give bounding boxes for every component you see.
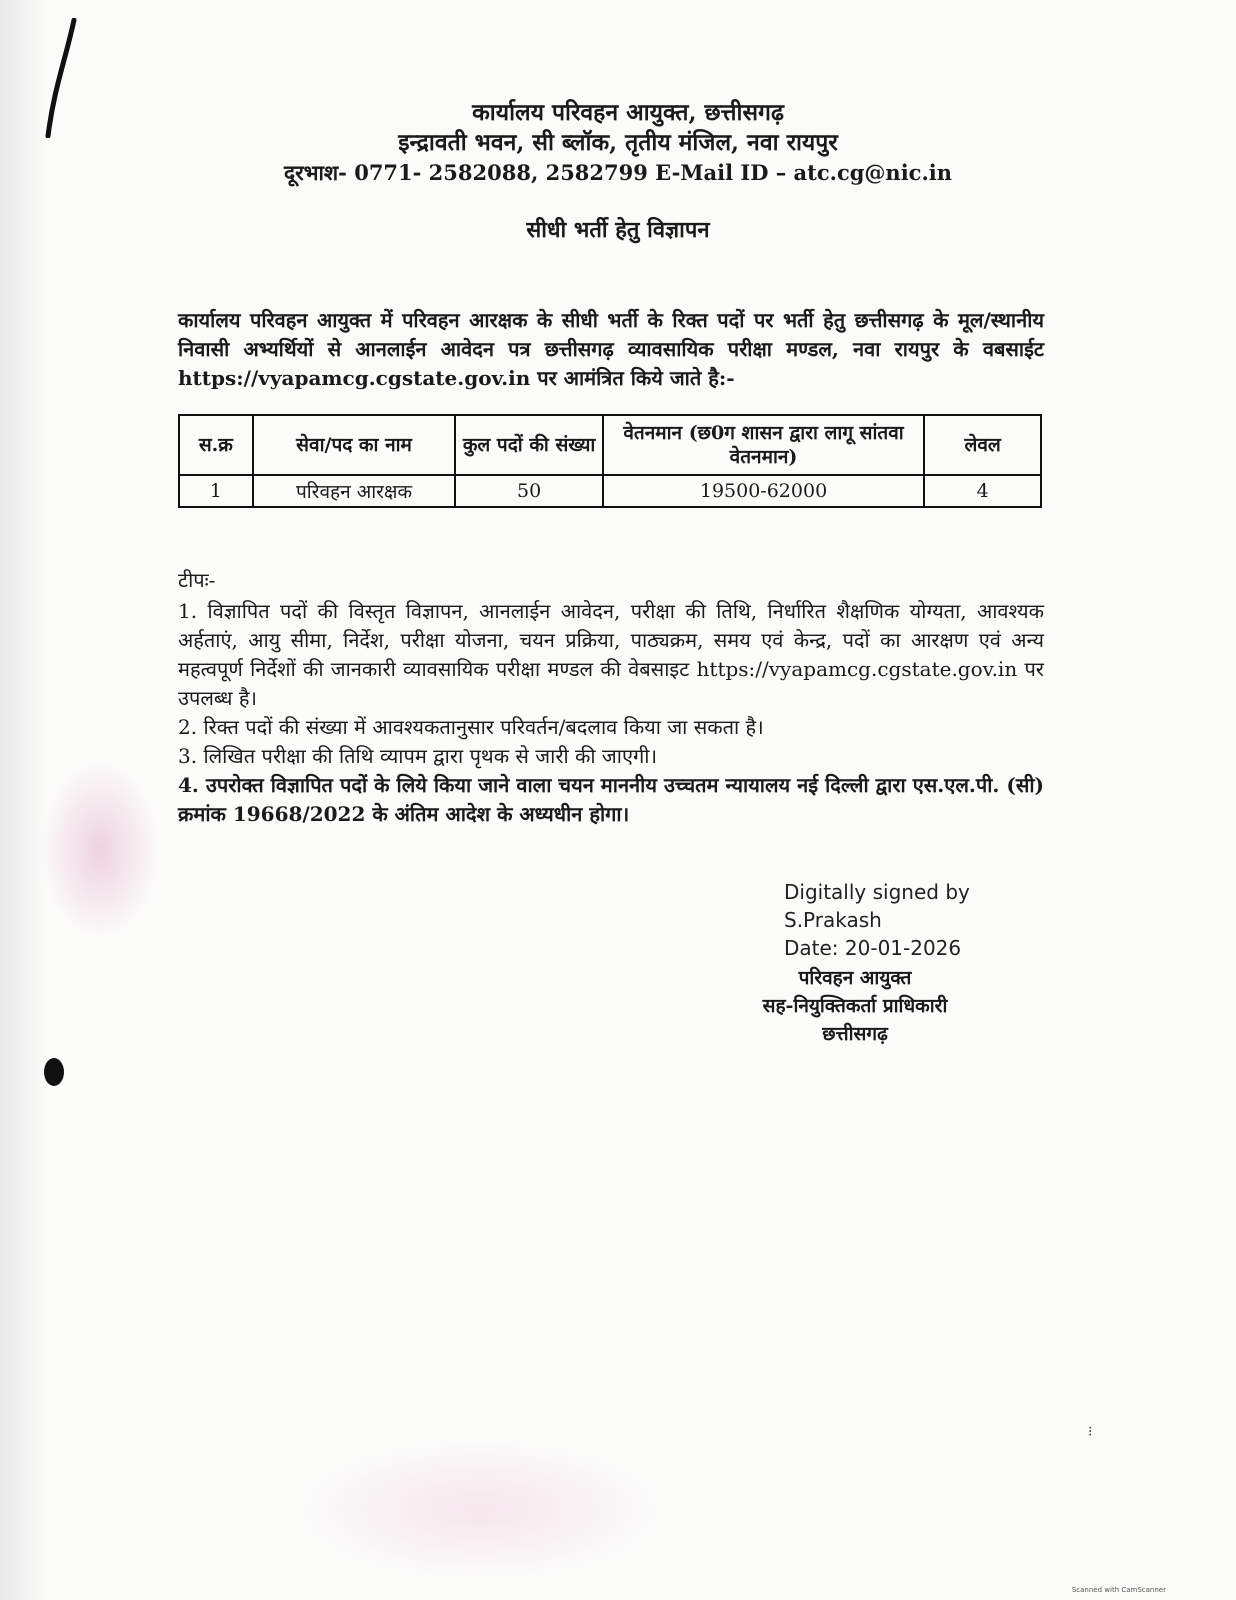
note-item: 1. विज्ञापित पदों की विस्तृत विज्ञापन, आनलाईन आवेदन, परीक्षा की तिथि, निर्धारित शैक्षणिक योग्यता, आवश्यक अर्हताएं, आयु सीमा, निर्देश, परीक्षा योजना, चयन प्रक्रिया, पाठ्यक्रम, समय एवं केन्द्र, पदों का आरक्षण एवं अन्य महत्वपूर्ण निर्देशों की जानकारी व्यावसायिक परीक्षा मण्डल की वेबसाइट https://vyapamcg.cgstate.gov.in पर उपलब्ध है। <box>178 599 1044 710</box>
table-row <box>179 475 1041 507</box>
cell-post-count: 50 <box>455 475 602 507</box>
signing-authority <box>700 964 1010 1048</box>
authority-title: परिवहन आयुक्त <box>798 967 912 989</box>
signature-date: Date: 20-01-2026 <box>784 936 962 960</box>
digital-signature <box>784 878 970 962</box>
stain-mark <box>300 1440 660 1580</box>
header-pay-scale: वेतनमान (छ0ग शासन द्वारा लागू सांतवा वेतनमान) <box>603 415 924 475</box>
note-item: 4. उपरोक्त विज्ञापित पदों के लिये किया जाने वाला चयन माननीय उच्चतम न्यायालय नई दिल्ली द्वारा एस.एल.पी. (सी) क्रमांक 19668/2022 के अंतिम आदेश के अध्यधीन होगा। <box>178 773 1044 826</box>
cell-post-name: परिवहन आरक्षक <box>253 475 456 507</box>
office-address: इन्द्रावती भवन, सी ब्लॉक, तृतीय मंजिल, नवा रायपुर <box>398 129 838 156</box>
authority-state: छत्तीसगढ़ <box>822 1023 888 1045</box>
cell-sno: 1 <box>179 475 253 507</box>
header-post-name: सेवा/पद का नाम <box>253 415 456 475</box>
signer-name: S.Prakash <box>784 908 882 932</box>
table-header-row <box>179 415 1041 475</box>
vacancy-table <box>178 414 1042 508</box>
notes-section <box>178 566 1044 829</box>
authority-role: सह-नियुक्तिकर्ता प्राधिकारी <box>762 995 948 1017</box>
notes-heading: टीपः- <box>178 568 216 592</box>
cell-pay-scale: 19500-62000 <box>603 475 924 507</box>
scan-artifact: ⁝ <box>1088 1424 1093 1440</box>
scanner-watermark: Scanned with CamScanner <box>1071 1586 1166 1594</box>
cell-level: 4 <box>924 475 1041 507</box>
office-contact: दूरभाश- 0771- 2582088, 2582799 E-Mail ID – atc.cg@nic.in <box>283 160 953 185</box>
stain-mark <box>40 760 160 940</box>
punch-hole <box>44 1058 64 1086</box>
note-item: 3. लिखित परीक्षा की तिथि व्यापम द्वारा पृथक से जारी की जाएगी। <box>178 744 658 768</box>
document-title: सीधी भर्ती हेतु विज्ञापन <box>526 217 710 243</box>
office-name: कार्यालय परिवहन आयुक्त, छत्तीसगढ़ <box>472 99 784 126</box>
header-sno: स.क्र <box>179 415 253 475</box>
letterhead <box>0 98 1236 188</box>
intro-paragraph: कार्यालय परिवहन आयुक्त में परिवहन आरक्षक के सीधी भर्ती के रिक्त पदों पर भर्ती हेतु छत्तीसगढ़ के मूल/स्थानीय निवासी अभ्यर्थियों से आनलाईन आवेदन पत्र छत्तीसगढ़ व्यावसायिक परीक्षा मण्डल, नवा रायपुर के वबसाईट https://vyapamcg.cgstate.gov.in पर आमंत्रित किये जाते है:- <box>178 308 1044 390</box>
signature-line: Digitally signed by <box>784 880 970 904</box>
note-item: 2. रिक्त पदों की संख्या में आवश्यकतानुसार परिवर्तन/बदलाव किया जा सकता है। <box>178 715 764 739</box>
header-level: लेवल <box>924 415 1041 475</box>
header-post-count: कुल पदों की संख्या <box>455 415 602 475</box>
